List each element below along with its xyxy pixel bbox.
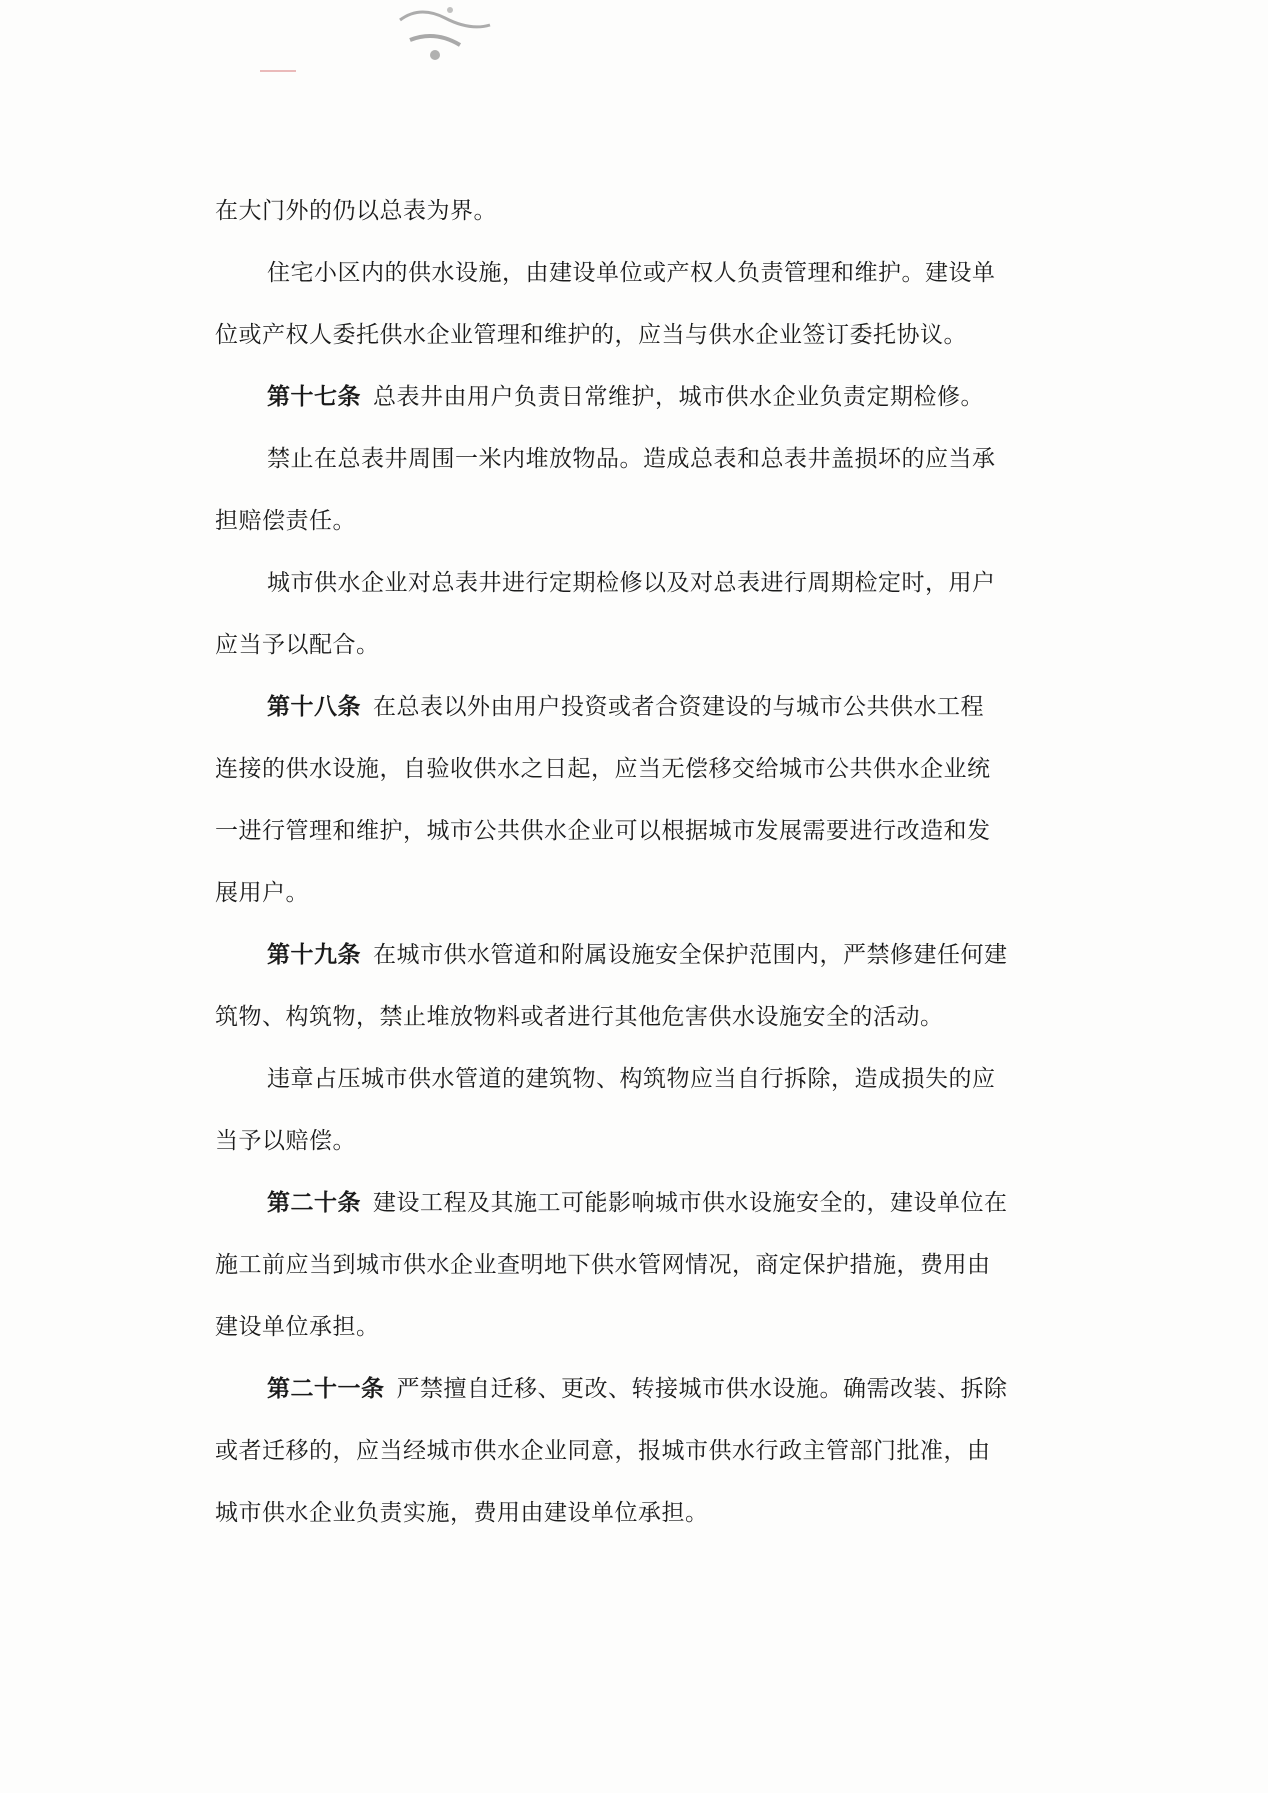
paragraph-line: 应当予以配合。 xyxy=(215,632,380,658)
article-17: 第十七条 总表井由用户负责日常维护，城市供水企业负责定期检修。 xyxy=(267,384,984,410)
article-20: 第二十条 建设工程及其施工可能影响城市供水设施安全的，建设单位在 xyxy=(267,1190,1008,1216)
paragraph-line: 施工前应当到城市供水企业查明地下供水管网情况，商定保护措施，费用由 xyxy=(215,1252,991,1278)
margin-mark xyxy=(258,66,298,76)
paragraph-line: 或者迁移的，应当经城市供水企业同意，报城市供水行政主管部门批准，由 xyxy=(215,1438,991,1464)
paragraph-line: 在大门外的仍以总表为界。 xyxy=(215,198,497,224)
paragraph-line: 城市供水企业对总表井进行定期检修以及对总表进行周期检定时，用户 xyxy=(267,570,996,596)
paragraph-line: 住宅小区内的供水设施，由建设单位或产权人负责管理和维护。建设单 xyxy=(267,260,996,286)
paragraph-line: 筑物、构筑物，禁止堆放物料或者进行其他危害供水设施安全的活动。 xyxy=(215,1004,944,1030)
article-21: 第二十一条 严禁擅自迁移、更改、转接城市供水设施。确需改装、拆除 xyxy=(267,1376,1008,1402)
paragraph-line: 连接的供水设施，自验收供水之日起，应当无偿移交给城市公共供水企业统 xyxy=(215,756,991,782)
article-number: 第十七条 xyxy=(267,384,361,410)
paragraph-line: 城市供水企业负责实施，费用由建设单位承担。 xyxy=(215,1500,709,1526)
paragraph-line: 违章占压城市供水管道的建筑物、构筑物应当自行拆除，造成损失的应 xyxy=(267,1066,996,1092)
article-18: 第十八条 在总表以外由用户投资或者合资建设的与城市公共供水工程 xyxy=(267,694,984,720)
paragraph-line: 建设单位承担。 xyxy=(215,1314,380,1340)
article-number: 第十九条 xyxy=(267,942,361,968)
paragraph-line: 位或产权人委托供水企业管理和维护的，应当与供水企业签订委托协议。 xyxy=(215,322,967,348)
scan-smudge-mark xyxy=(390,0,500,70)
paragraph-line: 担赔偿责任。 xyxy=(215,508,356,534)
article-number: 第二十一条 xyxy=(267,1376,385,1402)
paragraph-line: 当予以赔偿。 xyxy=(215,1128,356,1154)
paragraph-line: 一进行管理和维护，城市公共供水企业可以根据城市发展需要进行改造和发 xyxy=(215,818,991,844)
paragraph-line: 展用户。 xyxy=(215,880,309,906)
article-number: 第二十条 xyxy=(267,1190,361,1216)
article-number: 第十八条 xyxy=(267,694,361,720)
paragraph-line: 禁止在总表井周围一米内堆放物品。造成总表和总表井盖损坏的应当承 xyxy=(267,446,996,472)
article-19: 第十九条 在城市供水管道和附属设施安全保护范围内，严禁修建任何建 xyxy=(267,942,1008,968)
